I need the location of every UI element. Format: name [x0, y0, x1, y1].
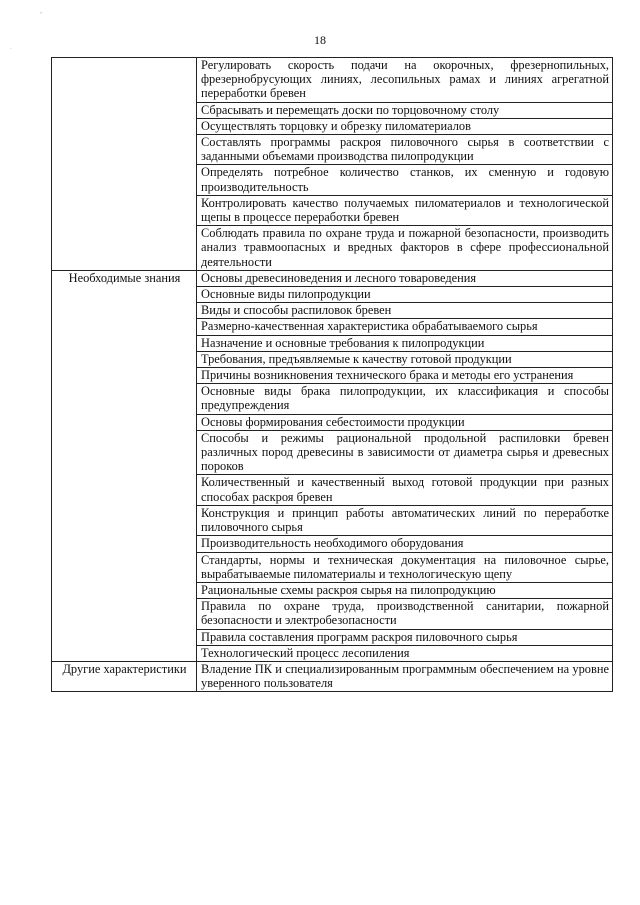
knowledge-item: Рациональные схемы раскроя сырья на пилопродукцию	[197, 582, 613, 598]
knowledge-item: Технологический процесс лесопиления	[197, 645, 613, 661]
knowledge-item: Правила по охране труда, производственной санитарии, пожарной безопасности и электробезопасности	[197, 599, 613, 629]
skill-item: Соблюдать правила по охране труда и пожарной безопасности, производить анализ травмоопасных и вредных факторов в сфере профессиональной деятельности	[197, 226, 613, 271]
other-text: Владение ПК и специализированным программным обеспечением на уровне уверенного пользователя	[197, 661, 613, 691]
page-number: 18	[314, 33, 326, 47]
table-body	[52, 58, 613, 692]
table-row	[52, 270, 613, 286]
knowledge-item: Основные виды пилопродукции	[197, 287, 613, 303]
knowledge-item: Стандарты, нормы и техническая документация на пиловочное сырье, вырабатываемые пиломатериалы и технологическую щепу	[197, 552, 613, 582]
knowledge-item: Виды и способы распиловок бревен	[197, 303, 613, 319]
skill-item: Осуществлять торцовку и обрезку пиломатериалов	[197, 118, 613, 134]
knowledge-item: Основы формирования себестоимости продукции	[197, 414, 613, 430]
scan-mark: ’	[40, 12, 42, 18]
knowledge-item: Производительность необходимого оборудования	[197, 536, 613, 552]
skill-item: Контролировать качество получаемых пиломатериалов и технологической щепы в процессе переработки бревен	[197, 195, 613, 225]
knowledge-item: Причины возникновения технического брака и методы его устранения	[197, 368, 613, 384]
knowledge-item: Назначение и основные требования к пилопродукции	[197, 335, 613, 351]
knowledge-item: Основные виды брака пилопродукции, их классификация и способы предупреждения	[197, 384, 613, 414]
row-label-empty	[52, 58, 197, 271]
knowledge-item: Способы и режимы рациональной продольной распиловки бревен различных пород древесины в зависимости от диаметра сырья и древесных пороков	[197, 430, 613, 475]
knowledge-item: Количественный и качественный выход готовой продукции при разных способах раскроя бревен	[197, 475, 613, 505]
knowledge-item: Основы древесиноведения и лесного товароведения	[197, 270, 613, 286]
scan-mark: ·	[10, 46, 12, 52]
knowledge-label: Необходимые знания	[52, 270, 197, 661]
other-label: Другие характеристики	[52, 661, 197, 691]
knowledge-item: Требования, предъявляемые к качеству готовой продукции	[197, 351, 613, 367]
skill-item: Сбрасывать и перемещать доски по торцовочному столу	[197, 102, 613, 118]
skill-item: Определять потребное количество станков, их сменную и годовую производительность	[197, 165, 613, 195]
characteristics-table	[51, 57, 613, 692]
table-row	[52, 58, 613, 103]
skill-item: Составлять программы раскроя пиловочного сырья в соответствии с заданными объемами производства пилопродукции	[197, 135, 613, 165]
skill-item: Регулировать скорость подачи на окорочных, фрезернопильных, фрезернобрусующих линиях, лесопильных рамах и линиях агрегатной переработки бревен	[197, 58, 613, 103]
knowledge-item: Размерно-качественная характеристика обрабатываемого сырья	[197, 319, 613, 335]
table-row	[52, 661, 613, 691]
knowledge-item: Правила составления программ раскроя пиловочного сырья	[197, 629, 613, 645]
knowledge-item: Конструкция и принцип работы автоматических линий по переработке пиловочного сырья	[197, 505, 613, 535]
